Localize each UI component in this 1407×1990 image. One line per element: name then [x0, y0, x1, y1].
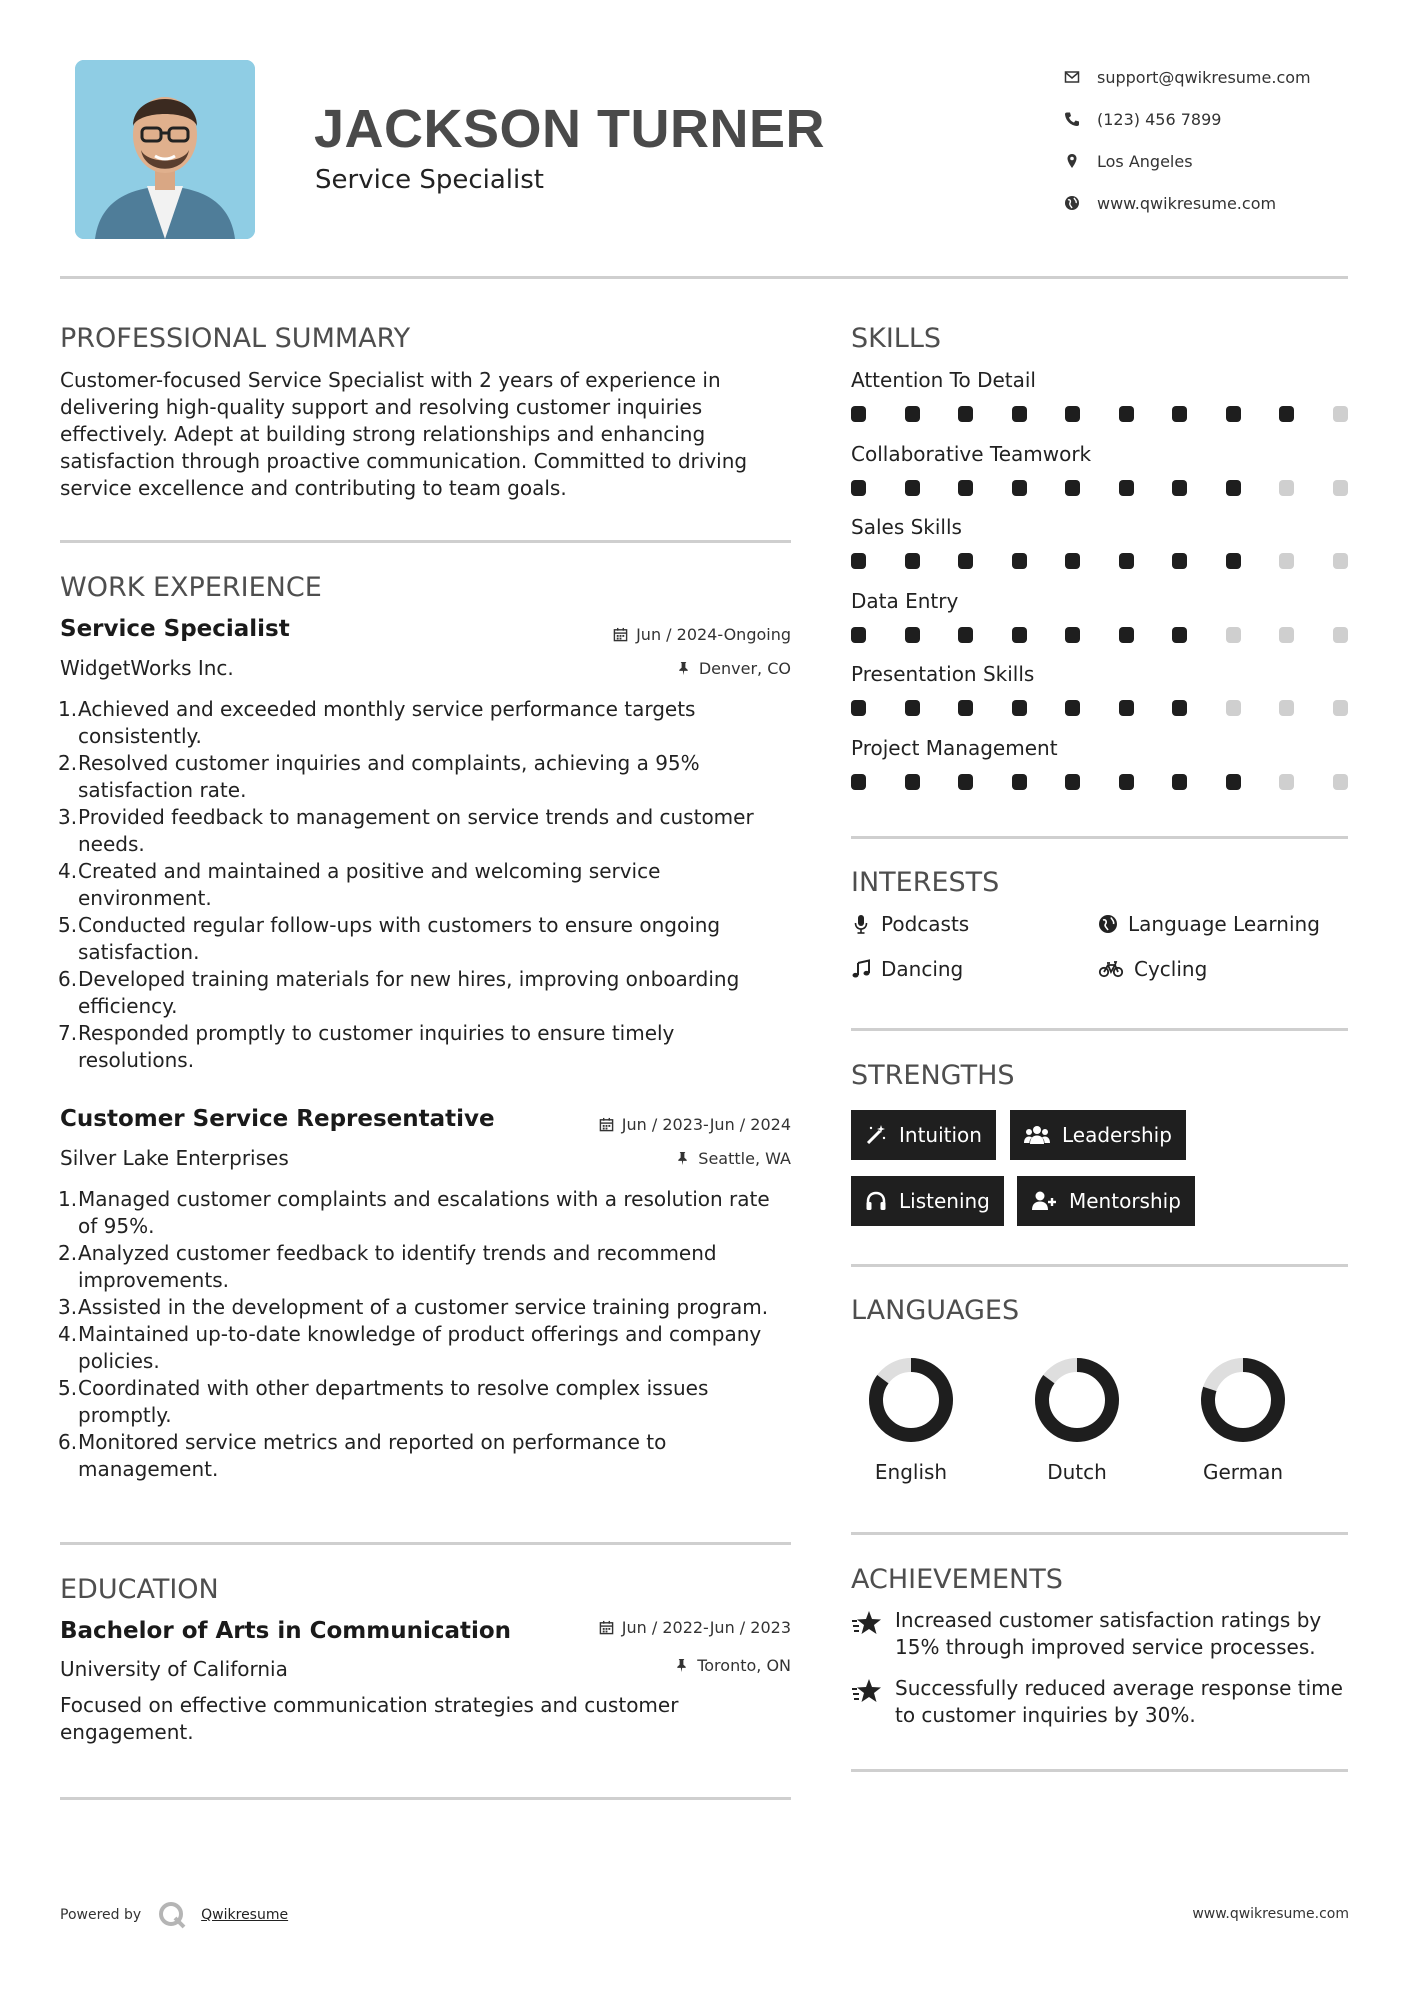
education-date-text: Jun / 2022-Jun / 2023 — [621, 1618, 791, 1637]
skill-dot-filled — [958, 627, 973, 643]
job-title: Service Specialist — [60, 616, 290, 642]
achievement-text: Increased customer satisfaction ratings by 15% through improved service processes. — [895, 1608, 1322, 1659]
list-item: 4. Maintained up-to-date knowledge of product offerings and company policies. — [58, 1322, 762, 1373]
interest-item — [851, 912, 969, 936]
envelope-icon — [1063, 68, 1081, 86]
summary-divider — [60, 540, 791, 543]
contact-website-text: www.qwikresume.com — [1097, 193, 1277, 213]
strength-badge — [851, 1176, 1004, 1226]
achievements-divider — [851, 1769, 1348, 1772]
skill-rating — [851, 406, 1348, 422]
list-item: 1. Achieved and exceeded monthly service performance targets consistently. — [58, 697, 696, 748]
job-location-text: Seattle, WA — [698, 1149, 791, 1168]
skill-dot-filled — [851, 774, 866, 790]
strength-label: Mentorship — [1069, 1189, 1181, 1213]
magic-wand-icon — [865, 1124, 887, 1146]
interest-item — [1098, 912, 1320, 936]
list-item: 5. Coordinated with other departments to resolve complex issues promptly. — [58, 1376, 709, 1427]
strength-badge — [851, 1110, 996, 1160]
skill-dot-filled — [1226, 480, 1241, 496]
skill-dot-filled — [1065, 480, 1080, 496]
phone-icon — [1063, 110, 1081, 128]
skill-dot-filled — [1119, 627, 1134, 643]
skill-label: Sales Skills — [851, 515, 962, 539]
skills-divider — [851, 836, 1348, 839]
education-school: University of California — [60, 1657, 288, 1681]
interest-item — [851, 957, 963, 981]
skill-label: Data Entry — [851, 588, 959, 613]
list-item: 6. Developed training materials for new hires, improving onboarding efficiency. — [58, 967, 740, 1018]
education-description: Focused on effective communication strategies and customer engagement. — [60, 1693, 679, 1744]
skill-dot-filled — [905, 700, 920, 716]
skill-dot-empty — [1279, 627, 1294, 643]
skill-dot-empty — [1333, 406, 1348, 422]
skill-dot-empty — [1333, 774, 1348, 790]
skill-dot-filled — [1065, 406, 1080, 422]
skill-dot-filled — [851, 406, 866, 422]
calendar-icon — [599, 1117, 614, 1132]
job-date — [599, 1115, 791, 1134]
skill-dot-filled — [1172, 700, 1187, 716]
job-location — [675, 1149, 791, 1168]
skill-dot-filled — [1065, 700, 1080, 716]
skill-dot-filled — [1172, 480, 1187, 496]
skill-dot-filled — [1172, 553, 1187, 569]
language-label: English — [874, 1460, 948, 1484]
skill-rating — [851, 627, 1348, 643]
skill-label: Project Management — [851, 735, 1058, 760]
job-responsibilities — [60, 696, 795, 1074]
skill-dot-filled — [1226, 774, 1241, 790]
skill-dot-empty — [1279, 553, 1294, 569]
skill-dot-filled — [905, 627, 920, 643]
footer-url[interactable]: www.qwikresume.com — [1192, 1906, 1349, 1922]
skill-dot-filled — [851, 480, 866, 496]
skill-label: Attention To Detail — [851, 368, 1036, 392]
achievements-heading: ACHIEVEMENTS — [851, 1564, 1063, 1595]
list-item: 7. Responded promptly to customer inquiries to ensure timely resolutions. — [58, 1021, 675, 1072]
strengths-divider — [851, 1264, 1348, 1267]
pushpin-icon — [674, 1658, 689, 1673]
skill-rating — [851, 774, 1348, 790]
globe-icon — [1063, 194, 1081, 212]
experience-heading: WORK EXPERIENCE — [60, 572, 322, 603]
interests-heading: INTERESTS — [851, 867, 1000, 898]
list-item: 1. Managed customer complaints and escalations with a resolution rate of 95%. — [58, 1187, 770, 1238]
skill-dot-empty — [1333, 480, 1348, 496]
skill-dot-filled — [1012, 627, 1027, 643]
qwikresume-link[interactable]: Qwikresume — [201, 1907, 289, 1923]
skill-dot-empty — [1226, 700, 1241, 716]
users-icon — [1024, 1124, 1050, 1146]
candidate-title: Service Specialist — [315, 165, 544, 195]
skill-dot-filled — [1119, 480, 1134, 496]
contact-location-text: Los Angeles — [1097, 151, 1193, 171]
skill-dot-filled — [1279, 406, 1294, 422]
calendar-icon — [599, 1620, 614, 1635]
skill-dot-empty — [1333, 627, 1348, 643]
person-portrait-icon — [75, 60, 255, 239]
skill-dot-filled — [958, 774, 973, 790]
achievement-item — [851, 1675, 1348, 1729]
strength-label: Leadership — [1062, 1123, 1172, 1147]
language-label: Dutch — [1047, 1460, 1107, 1484]
star-icon — [851, 1677, 883, 1705]
skill-dot-filled — [1119, 406, 1134, 422]
job-responsibilities — [60, 1186, 795, 1483]
languages-heading: LANGUAGES — [851, 1295, 1020, 1326]
interest-label: Dancing — [881, 957, 964, 981]
skill-dot-filled — [851, 553, 866, 569]
skill-rating — [851, 700, 1348, 716]
contact-list — [1063, 56, 1383, 224]
skill-dot-filled — [1119, 700, 1134, 716]
skill-dot-filled — [905, 480, 920, 496]
microphone-icon — [851, 914, 871, 934]
education-degree: Bachelor of Arts in Communication — [60, 1618, 512, 1644]
summary-text: Customer-focused Service Specialist with 2 years of experience in delivering high-quality support and resolving customer inquiries effectively. Adept at building strong relationships and enhancing satisfaction through proactive communication. Committed to driving service excellence and contributing to team goals. — [60, 368, 748, 500]
job-location-text: Denver, CO — [698, 659, 791, 678]
list-item: 5. Conducted regular follow-ups with customers to ensure ongoing satisfaction. — [58, 913, 721, 964]
header-divider — [60, 276, 1348, 279]
skill-dot-empty — [1333, 553, 1348, 569]
interests-divider — [851, 1028, 1348, 1031]
headphones-icon — [865, 1190, 887, 1212]
job-company: Silver Lake Enterprises — [60, 1146, 289, 1170]
list-item: 4. Created and maintained a positive and welcoming service environment. — [58, 859, 661, 910]
list-item: 2. Analyzed customer feedback to identify trends and recommend improvements. — [58, 1241, 717, 1292]
education-heading: EDUCATION — [60, 1574, 219, 1605]
skill-dot-filled — [1012, 553, 1027, 569]
skill-dot-filled — [1226, 406, 1241, 422]
experience-divider — [60, 1542, 791, 1545]
list-item: 6. Monitored service metrics and reported on performance to management. — [58, 1430, 667, 1481]
education-location-text: Toronto, ON — [697, 1656, 791, 1675]
interest-label: Cycling — [1134, 957, 1208, 981]
skill-dot-filled — [1065, 774, 1080, 790]
skill-dot-filled — [958, 480, 973, 496]
skill-dot-filled — [958, 553, 973, 569]
skill-dot-filled — [1012, 406, 1027, 422]
job-date-text: Jun / 2023-Jun / 2024 — [621, 1115, 791, 1134]
education-location — [674, 1656, 791, 1675]
languages-divider — [851, 1532, 1348, 1535]
calendar-icon — [613, 627, 628, 642]
achievement-item — [851, 1607, 1348, 1661]
contact-email[interactable] — [1063, 56, 1383, 98]
pushpin-icon — [675, 1151, 690, 1166]
job-title: Customer Service Representative — [60, 1106, 495, 1132]
summary-heading: PROFESSIONAL SUMMARY — [60, 323, 411, 354]
strength-badge — [1017, 1176, 1195, 1226]
pushpin-icon — [676, 661, 691, 676]
skill-rating — [851, 553, 1348, 569]
skill-dot-empty — [1279, 700, 1294, 716]
skill-dot-empty — [1333, 700, 1348, 716]
skill-dot-filled — [1065, 627, 1080, 643]
contact-location — [1063, 140, 1383, 182]
list-item: 3. Provided feedback to management on service trends and customer needs. — [58, 805, 754, 856]
skill-label: Presentation Skills — [851, 662, 1035, 686]
skill-dot-empty — [1279, 480, 1294, 496]
skill-dot-filled — [958, 406, 973, 422]
footer-powered-by — [60, 1900, 288, 1930]
candidate-name: JACKSON TURNER — [314, 99, 826, 159]
strength-label: Intuition — [899, 1123, 982, 1147]
skill-dot-filled — [1119, 774, 1134, 790]
education-divider — [60, 1797, 791, 1800]
job-location — [676, 659, 791, 678]
skill-dot-empty — [1226, 627, 1241, 643]
profile-photo — [75, 60, 255, 239]
bicycle-icon — [1098, 959, 1124, 979]
contact-email-text: support@qwikresume.com — [1097, 67, 1311, 87]
language-rings — [851, 1352, 1348, 1452]
skill-dot-filled — [1119, 553, 1134, 569]
skill-dot-filled — [905, 553, 920, 569]
skills-heading: SKILLS — [851, 323, 942, 354]
list-item: 3. Assisted in the development of a customer service training program. — [58, 1295, 769, 1319]
contact-phone-text: (123) 456 7899 — [1097, 109, 1222, 129]
user-plus-icon — [1031, 1190, 1057, 1212]
skill-dot-filled — [1012, 774, 1027, 790]
skill-dot-filled — [905, 774, 920, 790]
education-date — [599, 1618, 791, 1637]
skill-dot-filled — [1226, 553, 1241, 569]
strengths-heading: STRENGTHS — [851, 1060, 1015, 1091]
job-date — [613, 625, 791, 644]
achievement-text: Successfully reduced average response time to customer inquiries by 30%. — [895, 1676, 1343, 1727]
job-date-text: Jun / 2024-Ongoing — [636, 625, 791, 644]
star-icon — [851, 1609, 883, 1637]
strength-label: Listening — [899, 1189, 990, 1213]
job-company: WidgetWorks Inc. — [60, 656, 234, 680]
skill-dot-filled — [1065, 553, 1080, 569]
strength-badge — [1010, 1110, 1186, 1160]
skill-label: Collaborative Teamwork — [851, 441, 1092, 466]
qwikresume-logo-icon — [157, 1900, 187, 1930]
skill-dot-filled — [905, 406, 920, 422]
globe-icon — [1098, 914, 1118, 934]
skill-rating — [851, 480, 1348, 496]
map-pin-icon — [1063, 152, 1081, 170]
skill-dot-filled — [851, 700, 866, 716]
contact-website[interactable] — [1063, 182, 1383, 224]
skill-dot-filled — [1172, 406, 1187, 422]
interest-label: Language Learning — [1128, 912, 1320, 936]
skill-dot-filled — [958, 700, 973, 716]
list-item: 2. Resolved customer inquiries and complaints, achieving a 95% satisfaction rate. — [58, 751, 700, 802]
powered-by-text: Powered by — [60, 1907, 142, 1923]
skill-dot-filled — [1012, 700, 1027, 716]
language-label: German — [1202, 1460, 1284, 1484]
skill-dot-filled — [1172, 774, 1187, 790]
skill-dot-filled — [851, 627, 866, 643]
interest-label: Podcasts — [881, 912, 970, 936]
interest-item — [1098, 957, 1207, 981]
music-note-icon — [851, 959, 871, 979]
skill-dot-filled — [1172, 627, 1187, 643]
skill-dot-filled — [1012, 480, 1027, 496]
skill-dot-empty — [1279, 774, 1294, 790]
contact-phone[interactable] — [1063, 98, 1383, 140]
